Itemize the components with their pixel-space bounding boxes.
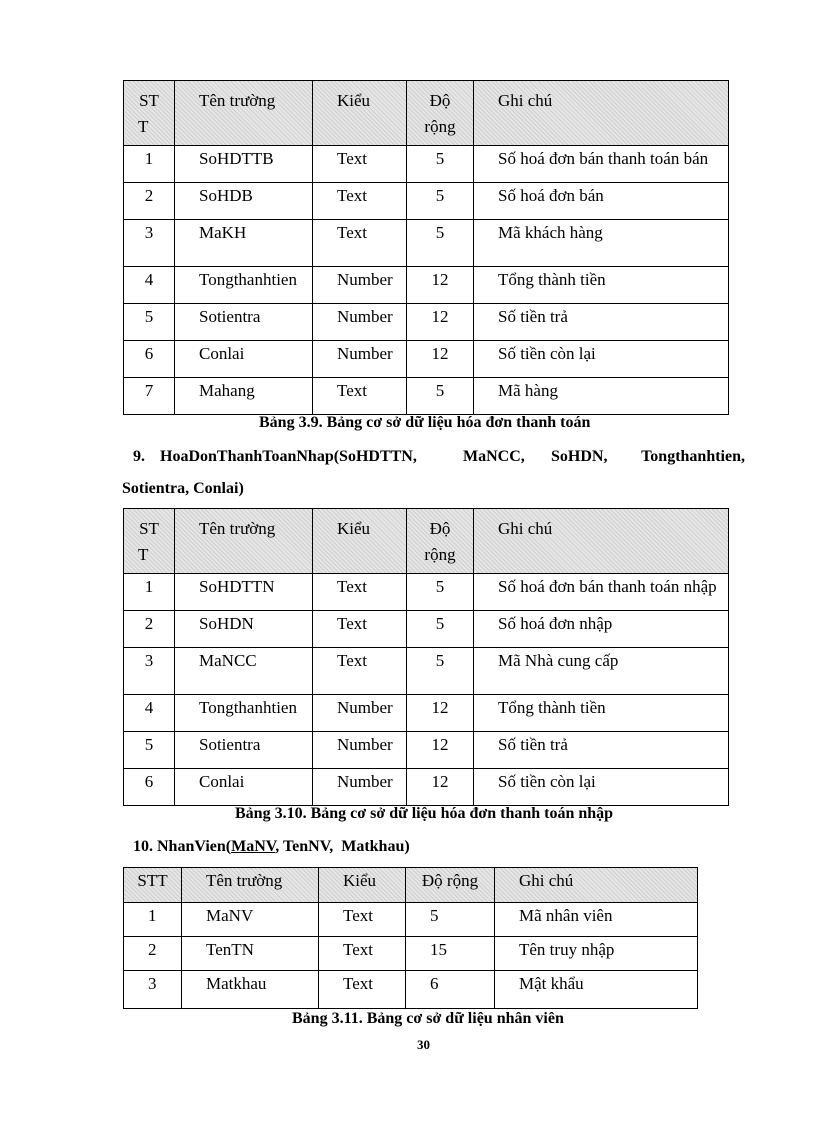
cell-stt: 6 <box>124 341 175 378</box>
cell-field: MaKH <box>175 220 313 267</box>
table-row <box>124 267 729 304</box>
table-hoa-don-thanh-toan-nhap <box>123 508 729 806</box>
table-row <box>124 937 698 971</box>
table-row <box>124 769 729 806</box>
cell-field: MaNV <box>182 903 319 937</box>
table-caption-3-10: Bảng 3.10. Bảng cơ sở dữ liệu hóa đơn thanh toán nhập <box>235 805 614 822</box>
table-nhan-vien <box>123 867 698 1009</box>
cell-stt: 2 <box>124 611 175 648</box>
heading-primary-key: MaNV <box>231 838 276 855</box>
table-row <box>124 183 729 220</box>
cell-note: Tổng thành tiền <box>474 267 729 304</box>
header-stt: STT <box>124 868 182 903</box>
cell-type: Text <box>319 903 406 937</box>
cell-stt: 1 <box>124 574 175 611</box>
cell-stt: 4 <box>124 267 175 304</box>
cell-field: MaNCC <box>175 648 313 695</box>
cell-type: Number <box>313 304 407 341</box>
cell-field: TenTN <box>182 937 319 971</box>
header-ghi-chu: Ghi chú <box>474 81 729 146</box>
cell-field: Tongthanhtien <box>175 695 313 732</box>
cell-width: 5 <box>407 574 474 611</box>
section-heading-9 <box>133 448 745 468</box>
page-number: 30 <box>417 1037 430 1052</box>
heading-attrs: , TenNV, Matkhau) <box>275 838 410 855</box>
header-ten-truong: Tên trường <box>175 81 313 146</box>
table-row <box>124 695 729 732</box>
cell-stt: 1 <box>124 146 175 183</box>
cell-type: Number <box>313 732 407 769</box>
table-header-row <box>124 509 729 574</box>
cell-width: 12 <box>407 267 474 304</box>
cell-note: Số tiền còn lại <box>474 769 729 806</box>
cell-note: Số tiền còn lại <box>474 341 729 378</box>
cell-field: Tongthanhtien <box>175 267 313 304</box>
table-row <box>124 378 729 415</box>
cell-field: SoHDN <box>175 611 313 648</box>
table-row <box>124 903 698 937</box>
cell-type: Text <box>313 648 407 695</box>
cell-width: 12 <box>407 304 474 341</box>
cell-type: Text <box>313 378 407 415</box>
cell-field: Sotientra <box>175 304 313 341</box>
table-header-row <box>124 868 698 903</box>
header-stt: ST T <box>124 81 175 146</box>
heading-number: 9. <box>133 448 145 465</box>
cell-stt: 4 <box>124 695 175 732</box>
header-ghi-chu: Ghi chú <box>495 868 698 903</box>
header-ten-truong: Tên trường <box>182 868 319 903</box>
table-header-row <box>124 81 729 146</box>
cell-field: Conlai <box>175 769 313 806</box>
cell-stt: 5 <box>124 304 175 341</box>
cell-width: 12 <box>407 695 474 732</box>
cell-stt: 2 <box>124 937 182 971</box>
cell-stt: 6 <box>124 769 175 806</box>
cell-type: Text <box>313 611 407 648</box>
cell-note: Số hoá đơn bán <box>474 183 729 220</box>
cell-field: SoHDB <box>175 183 313 220</box>
cell-note: Số tiền trả <box>474 304 729 341</box>
cell-note: Mật khẩu <box>495 971 698 1009</box>
cell-field: Matkhau <box>182 971 319 1009</box>
table-row <box>124 304 729 341</box>
cell-type: Text <box>313 220 407 267</box>
cell-note: Tên truy nhập <box>495 937 698 971</box>
cell-note: Số hoá đơn bán thanh toán nhập <box>474 574 729 611</box>
header-kieu: Kiểu <box>319 868 406 903</box>
header-do-rong: Độ rộng <box>407 509 474 574</box>
section-heading-9-continued: Sotientra, Conlai) <box>122 480 244 497</box>
cell-stt: 2 <box>124 183 175 220</box>
cell-type: Text <box>313 183 407 220</box>
cell-width: 6 <box>406 971 495 1009</box>
cell-field: SoHDTTN <box>175 574 313 611</box>
cell-note: Tổng thành tiền <box>474 695 729 732</box>
table-row <box>124 732 729 769</box>
cell-type: Text <box>319 971 406 1009</box>
table-row <box>124 220 729 267</box>
cell-stt: 1 <box>124 903 182 937</box>
cell-field: Mahang <box>175 378 313 415</box>
header-stt: ST T <box>124 509 175 574</box>
cell-width: 12 <box>407 341 474 378</box>
cell-field: SoHDTTB <box>175 146 313 183</box>
table-row <box>124 971 698 1009</box>
table-row <box>124 574 729 611</box>
cell-width: 12 <box>407 769 474 806</box>
header-ten-truong: Tên trường <box>175 509 313 574</box>
table-row <box>124 648 729 695</box>
cell-type: Number <box>313 695 407 732</box>
cell-type: Text <box>319 937 406 971</box>
table-row <box>124 611 729 648</box>
cell-width: 5 <box>407 183 474 220</box>
heading-entity: HoaDonThanhToanNhap(SoHDTTN, <box>160 448 417 465</box>
section-heading-10 <box>133 838 410 856</box>
cell-width: 5 <box>407 220 474 267</box>
cell-type: Text <box>313 146 407 183</box>
cell-note: Số tiền trả <box>474 732 729 769</box>
cell-note: Mã hàng <box>474 378 729 415</box>
table-row <box>124 341 729 378</box>
cell-note: Số hoá đơn nhập <box>474 611 729 648</box>
table-hoa-don-thanh-toan <box>123 80 729 415</box>
table-row <box>124 146 729 183</box>
cell-stt: 5 <box>124 732 175 769</box>
header-kieu: Kiểu <box>313 509 407 574</box>
cell-type: Number <box>313 267 407 304</box>
heading-attr: SoHDN, <box>551 448 608 465</box>
cell-note: Mã nhân viên <box>495 903 698 937</box>
cell-stt: 3 <box>124 971 182 1009</box>
cell-stt: 7 <box>124 378 175 415</box>
heading-attr: MaNCC, <box>463 448 525 465</box>
heading-entity: 10. NhanVien( <box>133 838 232 855</box>
cell-width: 5 <box>406 903 495 937</box>
cell-width: 5 <box>407 648 474 695</box>
header-do-rong: Độ rộng <box>407 81 474 146</box>
header-ghi-chu: Ghi chú <box>474 509 729 574</box>
header-kieu: Kiểu <box>313 81 407 146</box>
cell-note: Số hoá đơn bán thanh toán bán <box>474 146 729 183</box>
heading-attr: Tongthanhtien, <box>641 448 745 465</box>
cell-width: 5 <box>407 146 474 183</box>
cell-width: 15 <box>406 937 495 971</box>
table-caption-3-11: Bảng 3.11. Bảng cơ sở dữ liệu nhân viên <box>292 1010 564 1027</box>
cell-note: Mã khách hàng <box>474 220 729 267</box>
table-caption-3-9: Bảng 3.9. Bảng cơ sở dữ liệu hóa đơn thanh toán <box>259 414 591 431</box>
cell-width: 5 <box>407 378 474 415</box>
cell-stt: 3 <box>124 220 175 267</box>
cell-type: Number <box>313 341 407 378</box>
cell-field: Conlai <box>175 341 313 378</box>
cell-type: Text <box>313 574 407 611</box>
cell-field: Sotientra <box>175 732 313 769</box>
header-do-rong: Độ rộng <box>406 868 495 903</box>
cell-width: 5 <box>407 611 474 648</box>
cell-note: Mã Nhà cung cấp <box>474 648 729 695</box>
cell-type: Number <box>313 769 407 806</box>
cell-stt: 3 <box>124 648 175 695</box>
cell-width: 12 <box>407 732 474 769</box>
